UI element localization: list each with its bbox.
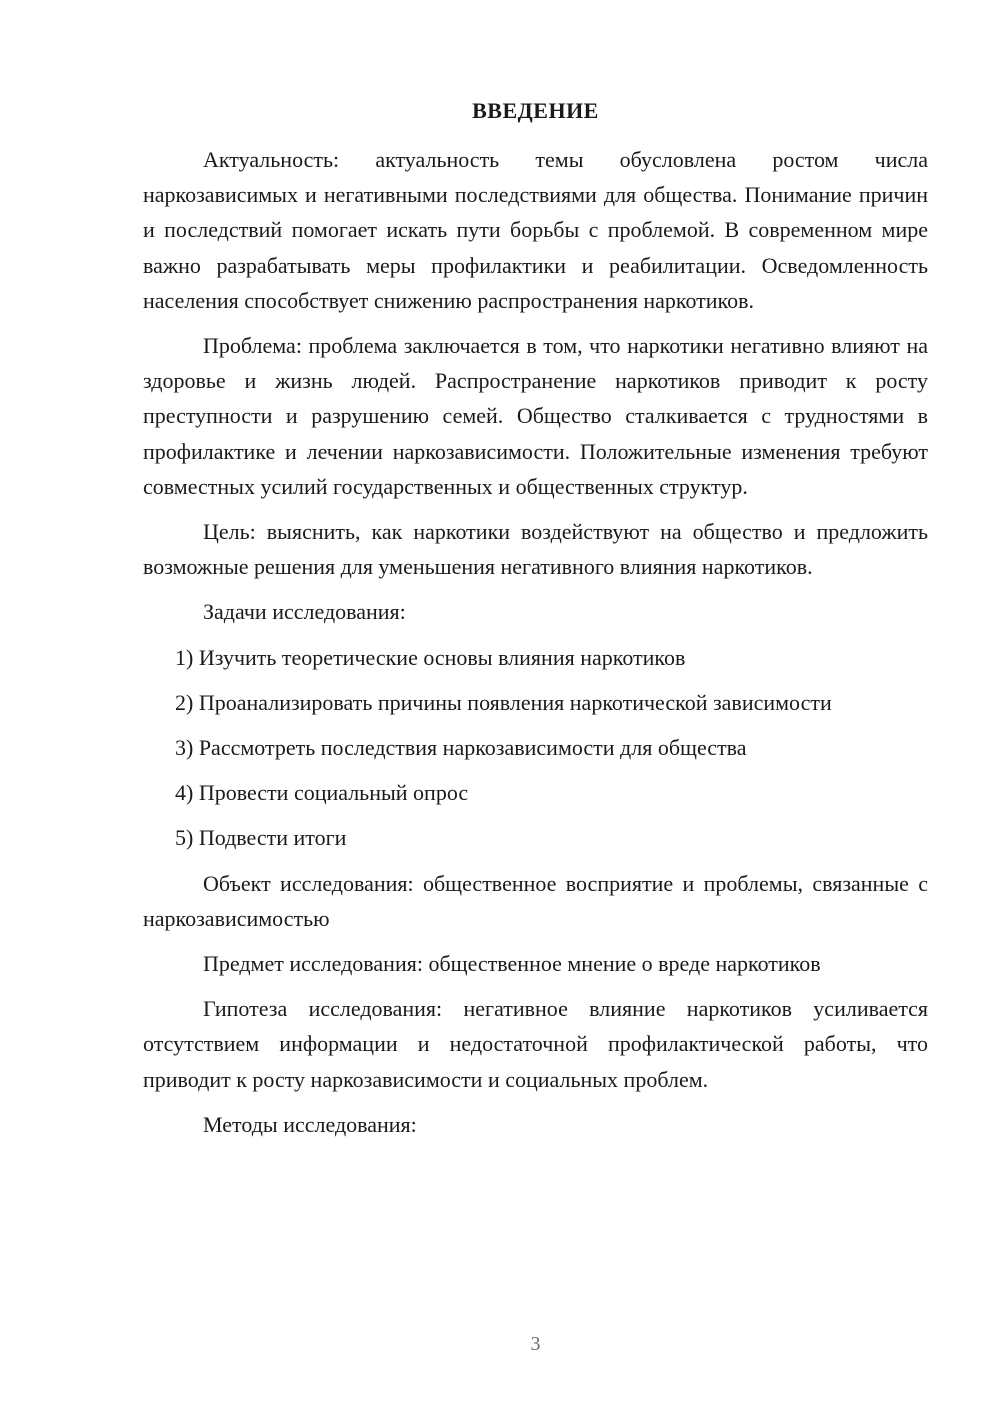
list-item: 1) Изучить теоретические основы влияния наркотиков: [175, 644, 686, 670]
subject-paragraph: Предмет исследования: общественное мнение о вреде наркотиков: [203, 951, 821, 977]
list-item: 4) Провести социальный опрос: [175, 780, 469, 806]
tasks-heading: Задачи исследования:: [203, 599, 406, 625]
list-item: 2) Проанализировать причины появления наркотической зависимости: [175, 689, 832, 715]
hypothesis-paragraph: Гипотеза исследования: негативное влияние наркотиков усиливается отсутствием информации и недостаточной профилактической работы, что приводит к росту наркозависимости и социальных проблем.: [143, 996, 928, 1092]
section-title: ВВЕДЕНИЕ: [472, 98, 599, 123]
list-item: 3) Рассмотреть последствия наркозависимости для общества: [175, 735, 747, 761]
document-body: [143, 142, 928, 1152]
problem-paragraph: Проблема: проблема заключается в том, что наркотики негативно влияют на здоровье и жизнь людей. Распространение наркотиков приводит к росту преступности и разрушению семей. Общество сталкивается с трудностями в профилактике и лечении наркозависимости. Положительные изменения требуют совместных усилий государственных и общественных структур.: [143, 333, 928, 499]
methods-heading: Методы исследования:: [203, 1111, 417, 1137]
document-page: [143, 0, 928, 1414]
tasks-list: [143, 640, 928, 856]
object-paragraph: Объект исследования: общественное восприятие и проблемы, связанные с наркозависимостью: [143, 870, 928, 931]
page-number: 3: [530, 1333, 541, 1355]
goal-paragraph: Цель: выяснить, как наркотики воздействуют на общество и предложить возможные решения для уменьшения негативного влияния наркотиков.: [143, 519, 928, 580]
list-item: 5) Подвести итоги: [175, 825, 347, 851]
relevance-paragraph: Актуальность: актуальность темы обусловлена ростом числа наркозависимых и негативными последствиями для общества. Понимание причин и последствий помогает искать пути борьбы с проблемой. В современном мире важно разрабатывать меры профилактики и реабилитации. Осведомленность населения способствует снижению распространения наркотиков.: [143, 147, 928, 313]
